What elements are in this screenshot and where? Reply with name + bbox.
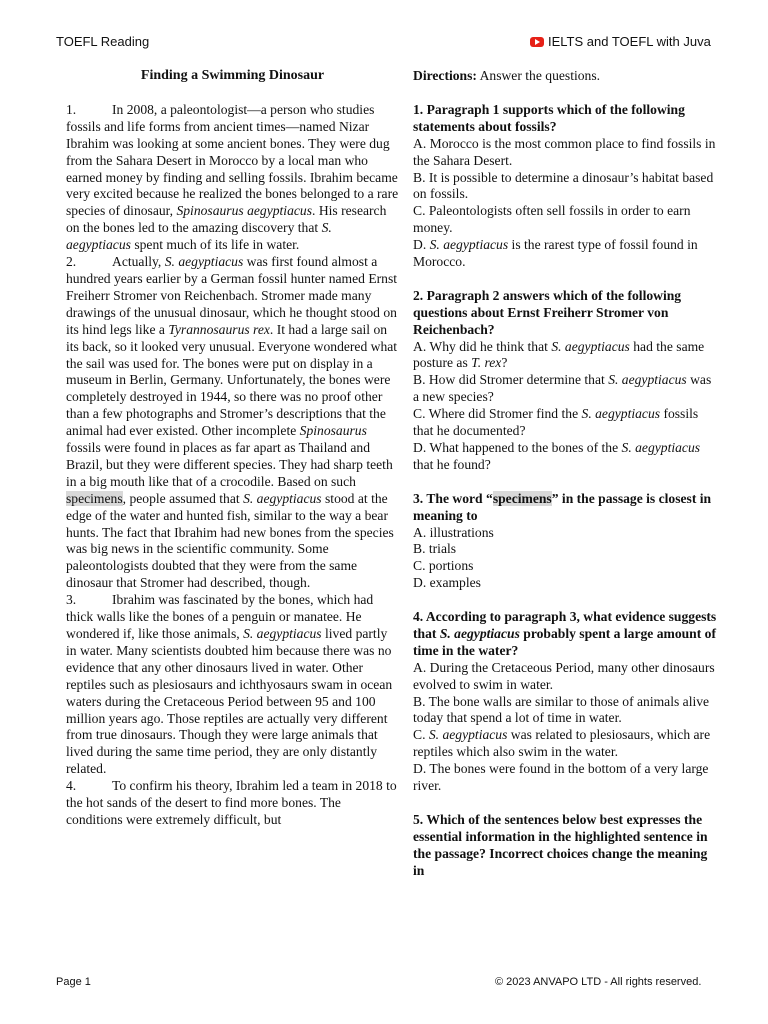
- italic-term: S. aegyptiacus: [243, 490, 322, 506]
- text-run: 2. Paragraph 2 answers which of the following questions about Ernst Freiherr Stromer von Reichenbach?: [413, 287, 682, 337]
- text-run: had the same posture as: [413, 338, 705, 371]
- italic-term: Tyrannosaurus rex: [168, 321, 270, 337]
- text-run: D. examples: [413, 575, 481, 591]
- paragraph-number: 1.: [66, 101, 77, 117]
- directions-text: Answer the questions.: [476, 68, 601, 83]
- answer-option[interactable]: [413, 660, 719, 694]
- text-run: B. The bone walls are similar to those of animals alive today that spend a lot of time in water.: [413, 693, 710, 726]
- passage-title: Finding a Swimming Dinosaur: [140, 68, 325, 83]
- highlighted-word: specimens: [492, 490, 552, 506]
- answer-option[interactable]: [413, 406, 719, 440]
- text-run: In 2008, a paleontologist—a person who studies fossils and life forms from ancient times—named Nizar Ibrahim was looking at some ancient bones. They were dug from the Sahara Desert in Morocco by a local man who earned money by finding and selling fossils. Ibrahim became very excited because he realized the bones belonged to a rare species of dinosaur,: [66, 101, 399, 219]
- header-title: TOEFL Reading: [56, 34, 150, 49]
- text-run: 3. The word “: [413, 490, 493, 506]
- text-run: A. Why did he think that: [413, 338, 552, 354]
- text-run: C. portions: [413, 558, 474, 574]
- text-run: C.: [413, 727, 429, 743]
- answer-option[interactable]: [413, 575, 719, 592]
- text-run: To confirm his theory, Ibrahim led a team in 2018 to the hot sands of the desert to find more bones. The conditions were extremely difficult, but: [66, 778, 397, 827]
- directions-label: Directions:: [413, 68, 477, 83]
- answer-option[interactable]: [413, 761, 719, 795]
- question-title: [413, 812, 719, 880]
- answer-option[interactable]: [413, 170, 719, 204]
- text-run: B. How did Stromer determine that: [413, 372, 609, 388]
- text-run: A. During the Cretaceous Period, many other dinosaurs evolved to swim in water.: [413, 659, 715, 692]
- passage-paragraph: [66, 102, 399, 254]
- text-run: B. trials: [413, 541, 457, 557]
- answer-option[interactable]: [413, 694, 719, 728]
- text-run: 4. According to paragraph 3, what evidence suggests that: [413, 609, 717, 641]
- text-run: lived partly in water. Many scientists doubted him because there was no evidence that any other dinosaurs lived in water. Other reptiles such as plesiosaurs and ichthyosaurs swam in ocean waters during the Cretaceous Period between 95 and 100 million years ago. Those reptiles are actually very different from true dinosaurs. Though they were large animals that lived during the same time period, they are only distantly related.: [66, 626, 393, 777]
- text-run: that he found?: [413, 456, 491, 472]
- question: [413, 288, 719, 474]
- answer-option[interactable]: [413, 372, 719, 406]
- text-run: was first found almost a hundred years earlier by a German fossil hunter named Ernst Freiherr Stromer von Reichenbach. Stromer made many drawings of the unusual dinosaur, which he thought stood on its hind legs like a: [66, 254, 398, 337]
- italic-term: Spinosaurus aegyptiacus: [176, 203, 313, 219]
- italic-term: S. aegyptiacus: [243, 626, 322, 641]
- question: [413, 491, 719, 592]
- header-channel: [530, 34, 711, 49]
- answer-option[interactable]: [413, 727, 719, 761]
- question: [413, 812, 719, 880]
- text-run: was related to plesiosaurs, which are reptiles which also swim in the water.: [413, 727, 711, 760]
- text-run: Ibrahim was fascinated by the bones, which had thick walls like the bones of a penguin or manatee. He wondered if, like those animals,: [66, 592, 374, 641]
- text-run: C. Paleontologists often sell fossils in order to earn money.: [413, 203, 691, 236]
- italic-term: Spinosaurus: [299, 423, 367, 439]
- text-run: 1. Paragraph 1 supports which of the following statements about fossils?: [413, 101, 685, 134]
- copyright: © 2023 ANVAPO LTD - All rights reserved.: [495, 976, 702, 988]
- answer-option[interactable]: [413, 525, 719, 542]
- question: [413, 609, 719, 795]
- passage-paragraph: [66, 254, 399, 592]
- text-run: ” in the passage is closest in meaning to: [413, 490, 712, 523]
- answer-option[interactable]: [413, 136, 719, 170]
- question-title: [413, 288, 719, 339]
- text-run: was a new species?: [413, 372, 712, 405]
- text-run: , people assumed that: [122, 490, 244, 506]
- italic-term: S. aegyptiacus: [164, 254, 244, 270]
- text-run: spent much of its life in water.: [130, 237, 300, 253]
- header-channel-name: IELTS and TOEFL with Juva: [548, 34, 711, 49]
- page-number: Page 1: [56, 976, 91, 988]
- question-title: [413, 609, 719, 660]
- passage-paragraph: [66, 592, 399, 778]
- text-run: Actually,: [112, 254, 165, 270]
- highlighted-word: specimens: [66, 490, 123, 506]
- text-run: C. Where did Stromer find the: [413, 406, 582, 422]
- text-run: B. It is possible to determine a dinosaur’s habitat based on fossils.: [413, 169, 714, 202]
- answer-option[interactable]: [413, 203, 719, 237]
- text-run: D.: [413, 237, 430, 253]
- answer-option[interactable]: [413, 541, 719, 558]
- passage-paragraph: [66, 778, 399, 829]
- italic-term: S. aegyptiacus: [439, 625, 520, 641]
- question-title: [413, 491, 719, 525]
- italic-term: S. aegyptiacus: [429, 237, 509, 253]
- italic-term: S. aegyptiacus: [581, 406, 661, 422]
- italic-term: T. rex: [471, 355, 502, 371]
- answer-option[interactable]: [413, 339, 719, 373]
- paragraph-number: 3.: [66, 592, 77, 608]
- passage-body: [66, 102, 399, 829]
- text-run: 5. Which of the sentences below best expresses the essential information in the highlighted sentence in the passage? Incorrect choices change the meaning in: [413, 811, 708, 878]
- text-run: probably spent a large amount of time in the water?: [413, 625, 716, 658]
- paragraph-number: 4.: [66, 778, 77, 794]
- passage-column: [66, 68, 399, 829]
- questions-column: [413, 68, 719, 896]
- directions: [413, 68, 719, 85]
- youtube-icon: [530, 37, 544, 47]
- answer-option[interactable]: [413, 440, 719, 474]
- text-run: ?: [501, 355, 508, 371]
- answer-option[interactable]: [413, 237, 719, 271]
- text-run: stood at the edge of the water and hunted fish, similar to the way a bear hunts. The fact that Ibrahim had new bones from the species was big news in the scientific community. Some paleontologists doubted that they were from the same dinosaur that Stromer had described, though.: [66, 490, 394, 591]
- text-run: A. Morocco is the most common place to find fossils in the Sahara Desert.: [413, 135, 716, 168]
- italic-term: S. aegyptiacus: [66, 220, 332, 253]
- text-run: is the rarest type of fossil found in Morocco.: [413, 237, 698, 270]
- text-run: . His research on the bones led to the amazing discovery that: [66, 203, 387, 236]
- text-run: A. illustrations: [413, 524, 494, 540]
- italic-term: S. aegyptiacus: [621, 440, 701, 456]
- question: [413, 102, 719, 271]
- text-run: D. What happened to the bones of the: [413, 440, 622, 456]
- italic-term: S. aegyptiacus: [428, 727, 508, 743]
- text-run: . It had a large sail on its back, so it looked very unusual. Everyone wondered what the sail was used for. The bones were put on display in a museum in Berlin, Germany. Unfortunately, the bones were completely destroyed in 1944, so there was no proof other than a few photographs and Stromer’s descriptions that the animal had ever existed. Other incomplete: [66, 321, 398, 439]
- text-run: fossils were found in places as far apart as Thailand and Brazil, but they were different species. They had sharp teeth in a big mouth like that of a crocodile. Based on such: [66, 440, 393, 489]
- italic-term: S. aegyptiacus: [551, 338, 630, 354]
- text-run: D. The bones were found in the bottom of a very large river.: [413, 761, 709, 794]
- italic-term: S. aegyptiacus: [608, 372, 687, 388]
- question-title: [413, 102, 719, 136]
- question-list: [413, 102, 719, 880]
- answer-option[interactable]: [413, 558, 719, 575]
- paragraph-number: 2.: [66, 254, 77, 270]
- text-run: fossils that he documented?: [413, 406, 699, 439]
